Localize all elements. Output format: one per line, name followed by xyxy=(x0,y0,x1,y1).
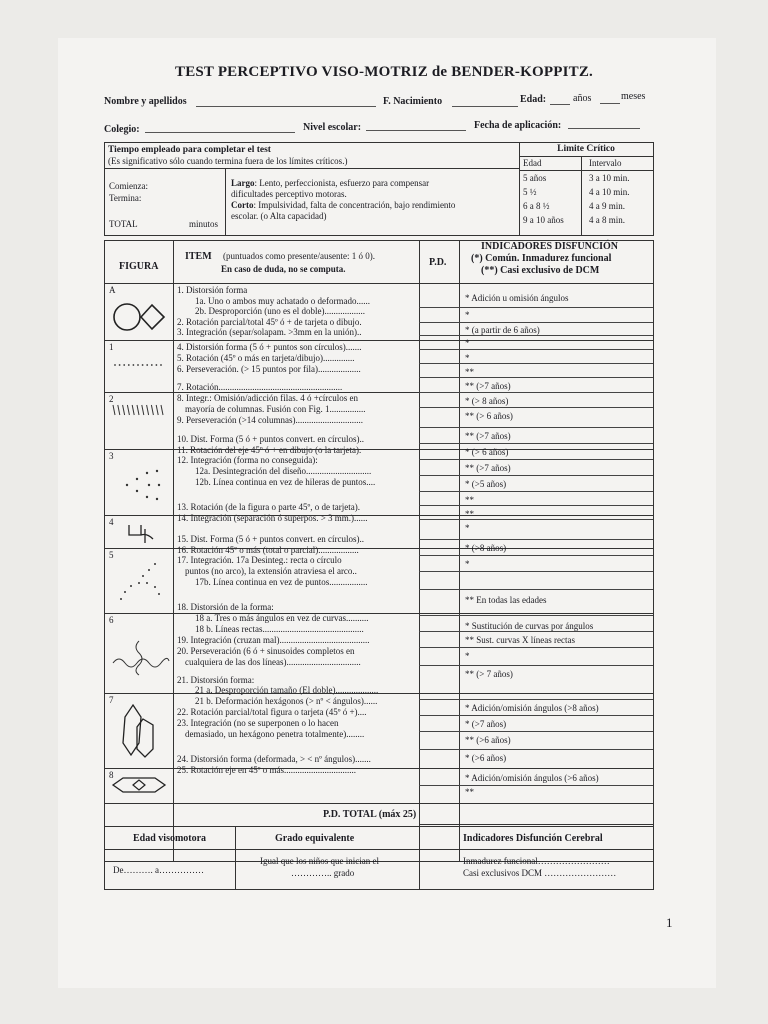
item-text: 21 b. Deformación hexágonos (> nº < ángulos)...... xyxy=(195,696,378,706)
item-text: 4. Distorsión forma (5 ó + puntos son círculos)....... xyxy=(177,342,362,352)
corto-key: Corto xyxy=(231,200,254,210)
limite-int: 4 a 10 min. xyxy=(589,187,630,197)
item-text: 21. Distorsión forma: xyxy=(177,675,255,685)
termina-label: Termina: xyxy=(109,193,142,203)
limite-edad: 6 a 8 ½ xyxy=(523,201,550,211)
figure-1-drawing xyxy=(109,353,169,378)
nivel-field[interactable] xyxy=(366,130,466,131)
indicator-text: * (> 8 años) xyxy=(465,396,509,406)
pd-total-label: P.D. TOTAL (máx 25) xyxy=(323,809,417,820)
figure-label: 2 xyxy=(109,394,114,404)
indicator-text: * xyxy=(465,523,470,533)
limite-int: 4 a 8 min. xyxy=(589,215,625,225)
indicadores-header-3: (**) Casi exclusivo de DCM xyxy=(481,265,600,276)
item-text: 10. Dist. Forma (5 ó + puntos convert. en círculos).. xyxy=(177,434,365,444)
item-text: 22. Rotación parcial/total figura o tarjeta (45º ó +).... xyxy=(177,707,367,717)
indicadores-dc-header: Indicadores Disfunción Cerebral xyxy=(463,833,603,844)
indicator-text: ** xyxy=(465,509,474,519)
anos-label: años xyxy=(573,93,592,104)
indicator-text: * (a partir de 6 años) xyxy=(465,325,540,335)
indicator-text: ** xyxy=(465,367,474,377)
indicator-text: ** (>7 años) xyxy=(465,431,511,441)
item-text: 25. Rotación eje en 45º o más................................ xyxy=(177,765,357,775)
item-text: 3. Integración (separ/solapam. >3mm en la unión).. xyxy=(177,327,362,337)
item-text: 15. Dist. Forma (5 ó + puntos convert. en círculos).. xyxy=(177,534,365,544)
pd-header: P.D. xyxy=(429,257,447,268)
pd-score-cell[interactable] xyxy=(420,341,458,391)
limite-title: Limite Crítico xyxy=(557,144,615,154)
item-text: 17b. Línea continua en vez de puntos................. xyxy=(195,577,368,587)
time-box xyxy=(104,142,654,236)
nacimiento-label: F. Nacimiento xyxy=(383,96,443,107)
figura-header: FIGURA xyxy=(119,261,159,272)
corto-desc: : Impulsividad, falta de concentración, bajo rendimiento xyxy=(253,200,456,210)
item-text: 24. Distorsión forma (deformada, > < nº ángulos)....... xyxy=(177,754,371,764)
time-subtitle: (Es significativo sólo cuando termina fuera de los límites críticos.) xyxy=(108,156,348,166)
pd-score-cell[interactable] xyxy=(420,450,458,514)
item-text: 9. Perseveración (>14 columnas).............................. xyxy=(177,415,364,425)
indicator-text: * xyxy=(465,353,470,363)
figure-a-drawing xyxy=(109,297,169,342)
indicator-text: ** xyxy=(465,787,474,797)
edad-label: Edad: xyxy=(520,94,547,105)
time-section xyxy=(105,143,520,235)
indicator-text: * Adición/omisión ángulos (>8 años) xyxy=(465,703,599,713)
figure-label: 6 xyxy=(109,615,114,625)
figure-3-drawing xyxy=(109,465,169,510)
inmadurez-field[interactable]: Inmadurez funcional…………………… xyxy=(463,856,610,866)
indicator-text: * (>7 años) xyxy=(465,719,507,729)
item-text: 18 a. Tres o más ángulos en vez de curvas.......... xyxy=(195,613,369,623)
item-text: cualquiera de las dos líneas)................................. xyxy=(185,657,361,667)
grado-header: Grado equivalente xyxy=(275,833,355,844)
indicator-text: * (>5 años) xyxy=(465,479,507,489)
figure-label: 8 xyxy=(109,770,114,780)
limite-int: 4 a 9 min. xyxy=(589,201,625,211)
item-text: mayoría de columnas. Fusión con Fig. 1................ xyxy=(185,404,366,414)
item-text: 16. Rotación 45º o más (total o parcial).................. xyxy=(177,545,359,555)
item-text: 17. Integración. 17a Desinteg.: recta o círculo xyxy=(177,555,342,565)
figure-2-drawing xyxy=(109,401,169,426)
figure-label: A xyxy=(109,285,116,295)
largo-desc-2: dificultades perceptivo motoras. xyxy=(231,189,347,199)
summary-table xyxy=(104,826,654,890)
pd-score-cell[interactable] xyxy=(420,614,458,692)
indicator-text: * Adición u omisión ángulos xyxy=(465,293,569,303)
edad-visomotora-header: Edad visomotora xyxy=(133,833,207,844)
largo-text xyxy=(231,178,516,222)
meses-label: meses xyxy=(621,91,646,102)
indicator-text: ** xyxy=(465,495,474,505)
figure-5-drawing xyxy=(109,559,169,612)
pd-score-cell[interactable] xyxy=(420,694,458,767)
nacimiento-field[interactable] xyxy=(452,106,518,107)
form-title: TEST PERCEPTIVO VISO-MOTRIZ de BENDER-KOPPITZ. xyxy=(174,64,593,80)
indicator-text: ** Sust. curvas X líneas rectas xyxy=(465,635,575,645)
time-title: Tiempo empleado para completar el test xyxy=(108,145,271,155)
figure-label: 1 xyxy=(109,342,114,352)
colegio-field[interactable] xyxy=(145,132,295,133)
item-text: 5. Rotación (45º o más en tarjeta/dibujo).............. xyxy=(177,353,355,363)
pd-score-cell[interactable] xyxy=(420,516,458,547)
item-text: 18. Distorsión de la forma: xyxy=(177,602,274,612)
limite-int: 3 a 10 min. xyxy=(589,173,630,183)
de-a-field[interactable]: De………. a…………… xyxy=(113,865,204,875)
item-text: 12. Integración (forma no conseguida): xyxy=(177,455,318,465)
indicator-text: * (>6 años) xyxy=(465,753,507,763)
nombre-label: Nombre y apellidos xyxy=(104,96,187,107)
intervalo-header: Intervalo xyxy=(589,158,622,168)
edad-meses-field[interactable] xyxy=(600,103,620,104)
casi-dcm-field[interactable]: Casi exclusivos DCM …………………… xyxy=(463,868,617,878)
item-text: 18 b. Líneas rectas............................................. xyxy=(195,624,364,634)
item-text: demasiado, un hexágono penetra totalmente)........ xyxy=(185,729,365,739)
indicator-text: ** (>7 años) xyxy=(465,381,511,391)
indicator-text: * (> 6 años) xyxy=(465,447,509,457)
item-header-note: (puntuados como presente/ausente: 1 ó 0). xyxy=(223,251,375,261)
indicator-text: ** (> 6 años) xyxy=(465,411,513,421)
item-header-note-2: En caso de duda, no se computa. xyxy=(221,264,346,274)
indicator-text: * xyxy=(465,651,470,661)
item-text: 19. Integración (cruzan mal)........................................ xyxy=(177,635,370,645)
item-text: 13. Rotación (de la figura o parte 45º, o de tarjeta). xyxy=(177,502,360,512)
total-label: TOTAL xyxy=(109,219,138,229)
minutos-label: minutos xyxy=(189,219,219,229)
item-text: 20. Perseveración (6 ó + sinusoides completos en xyxy=(177,646,355,656)
nombre-field[interactable] xyxy=(196,106,376,107)
limite-critico-table xyxy=(519,143,653,235)
item-text: puntos (no arco), la extensión atraviesa el arco.. xyxy=(185,566,357,576)
indicator-text: * Sustitución de curvas por ángulos xyxy=(465,621,594,631)
item-text: 11. Rotación del eje 45º ó + en dibujo (o la tarjeta). xyxy=(177,445,362,455)
indicator-text: * xyxy=(465,338,470,348)
item-text: 8. Integr.: Omisión/adicción filas. 4 ó +círculos en xyxy=(177,393,359,403)
limite-edad: 9 a 10 años xyxy=(523,215,564,225)
figure-label: 4 xyxy=(109,517,114,527)
item-text: 12b. Línea continua en vez de hileras de puntos.... xyxy=(195,477,376,487)
scoring-table xyxy=(104,240,654,862)
indicator-text: ** (>7 años) xyxy=(465,463,511,473)
item-text: 2. Rotación parcial/total 45º ó + de tarjeta o dibujo. xyxy=(177,317,362,327)
indicator-text: ** En todas las edades xyxy=(465,595,547,605)
item-text: 12a. Desintegración del diseño............................. xyxy=(195,466,372,476)
indicator-text: * Adición/omisión ángulos (>6 años) xyxy=(465,773,599,783)
figure-4-drawing xyxy=(109,519,169,550)
indicadores-header: INDICADORES DISFUNCIÓN xyxy=(481,241,618,252)
item-text: 1a. Uno o ambos muy achatado o deformado...... xyxy=(195,296,370,306)
colegio-label: Colegio: xyxy=(104,124,140,135)
edad-header: Edad xyxy=(523,158,542,168)
item-text: 14. Integración (separación ó superpos. > 3 mm.)...... xyxy=(177,513,368,523)
page-number: 1 xyxy=(666,915,673,930)
figure-8-drawing xyxy=(109,775,169,800)
figure-label: 5 xyxy=(109,550,114,560)
pd-score-cell[interactable] xyxy=(420,393,458,448)
item-text: 1. Distorsión forma xyxy=(177,285,248,295)
comienza-label: Comienza: xyxy=(109,181,148,191)
largo-key: Largo xyxy=(231,178,255,188)
item-header: ITEM xyxy=(185,251,212,262)
indicator-text: * xyxy=(465,559,470,569)
indicator-text: * (>8 años) xyxy=(465,543,507,553)
item-text: 2b. Desproporción (uno es el doble).................. xyxy=(195,306,365,316)
pd-score-cell[interactable] xyxy=(420,549,458,612)
item-text: 21 a. Desproporción tamaño (El doble)................... xyxy=(195,685,379,695)
limite-edad: 5 ½ xyxy=(523,187,537,197)
nivel-label: Nivel escolar: xyxy=(303,122,362,133)
grado-text-2[interactable]: ………….. grado xyxy=(291,868,355,878)
grado-text: Igual que los niños que inician el xyxy=(260,856,379,866)
pd-score-cell[interactable] xyxy=(420,284,458,339)
indicadores-header-2: (*) Común. Inmadurez funcional xyxy=(471,253,612,264)
edad-anos-field[interactable] xyxy=(550,104,570,105)
indicator-text: * xyxy=(465,310,470,320)
corto-desc-2: escolar. (o Alta capacidad) xyxy=(231,211,327,221)
largo-desc: : Lento, perfeccionista, esfuerzo para compensar xyxy=(254,178,430,188)
pd-score-cell[interactable] xyxy=(420,769,458,802)
figure-label: 3 xyxy=(109,451,114,461)
figure-label: 7 xyxy=(109,695,114,705)
indicator-text: ** (> 7 años) xyxy=(465,669,513,679)
figure-7-drawing xyxy=(109,703,169,764)
fecha-field[interactable] xyxy=(568,128,640,129)
indicator-text: ** (>6 años) xyxy=(465,735,511,745)
fecha-label: Fecha de aplicación: xyxy=(474,120,562,131)
limite-edad: 5 años xyxy=(523,173,547,183)
item-text: 23. Integración (no se superponen o lo hacen xyxy=(177,718,339,728)
item-text: 7. Rotación....................................................... xyxy=(177,382,343,392)
figure-6-drawing xyxy=(109,637,171,682)
item-text: 6. Perseveración. (> 15 puntos por fila)................... xyxy=(177,364,361,374)
